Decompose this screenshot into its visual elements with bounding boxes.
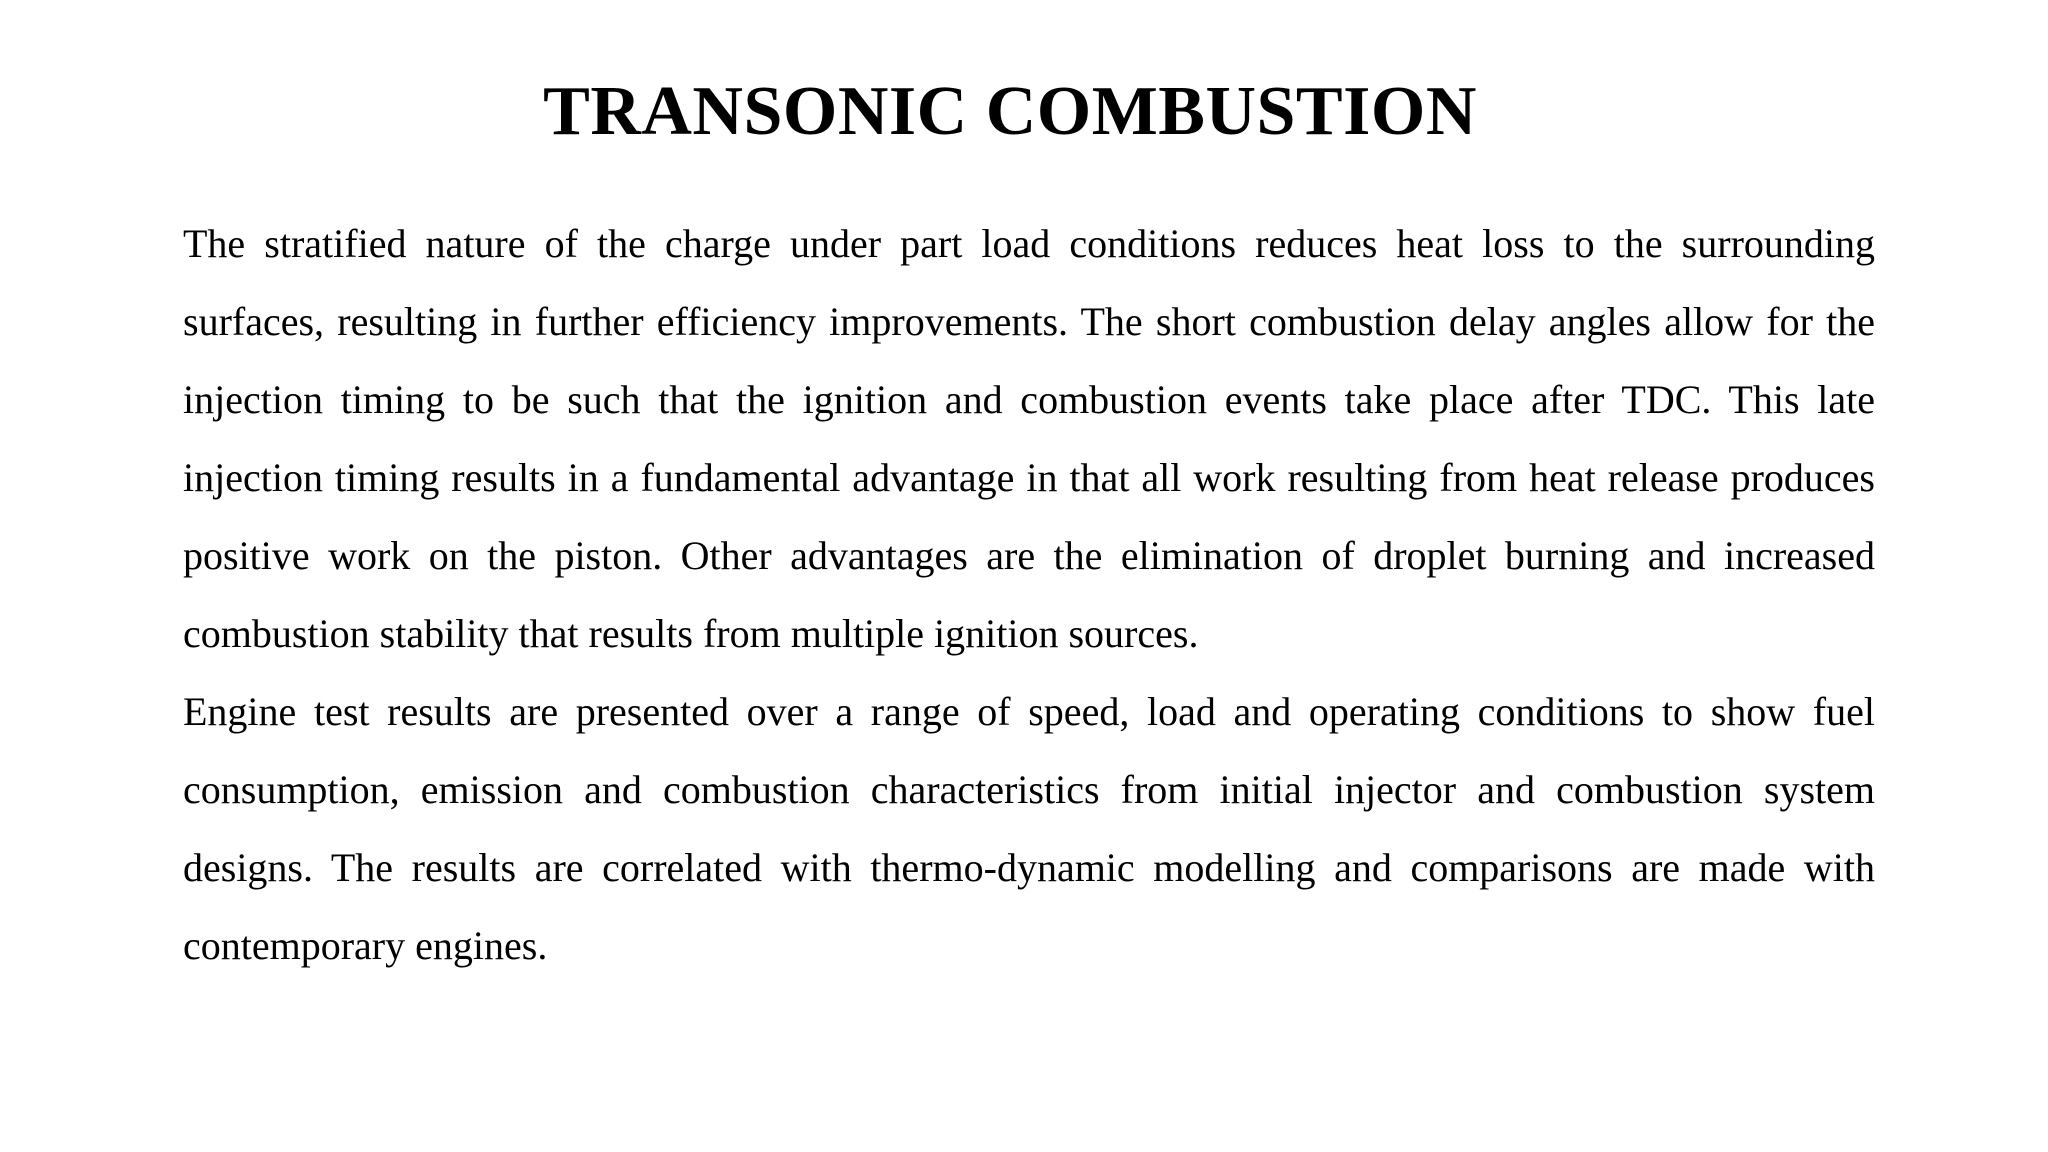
body-paragraph-2: Engine test results are presented over a range of speed, load and operating conditions to show fuel consumption, emission and combustion characteristics from initial injector and combustion system designs. The results are correlated with thermo-dynamic modelling and comparisons are made with contemporary engines. bbox=[183, 689, 1875, 968]
slide-title: TRANSONIC COMBUSTION bbox=[543, 73, 1477, 150]
body-paragraph-1: The stratified nature of the charge under part load conditions reduces heat loss to the surrounding surfaces, resulting in further efficiency improvements. The short combustion delay angles allow for the injection timing to be such that the ignition and combustion events take place after TDC. This late injection timing results in a fundamental advantage in that all work resulting from heat release produces positive work on the piston. Other advantages are the elimination of droplet burning and increased combustion stability that results from multiple ignition sources. bbox=[183, 221, 1875, 656]
slide-body bbox=[183, 205, 1875, 985]
